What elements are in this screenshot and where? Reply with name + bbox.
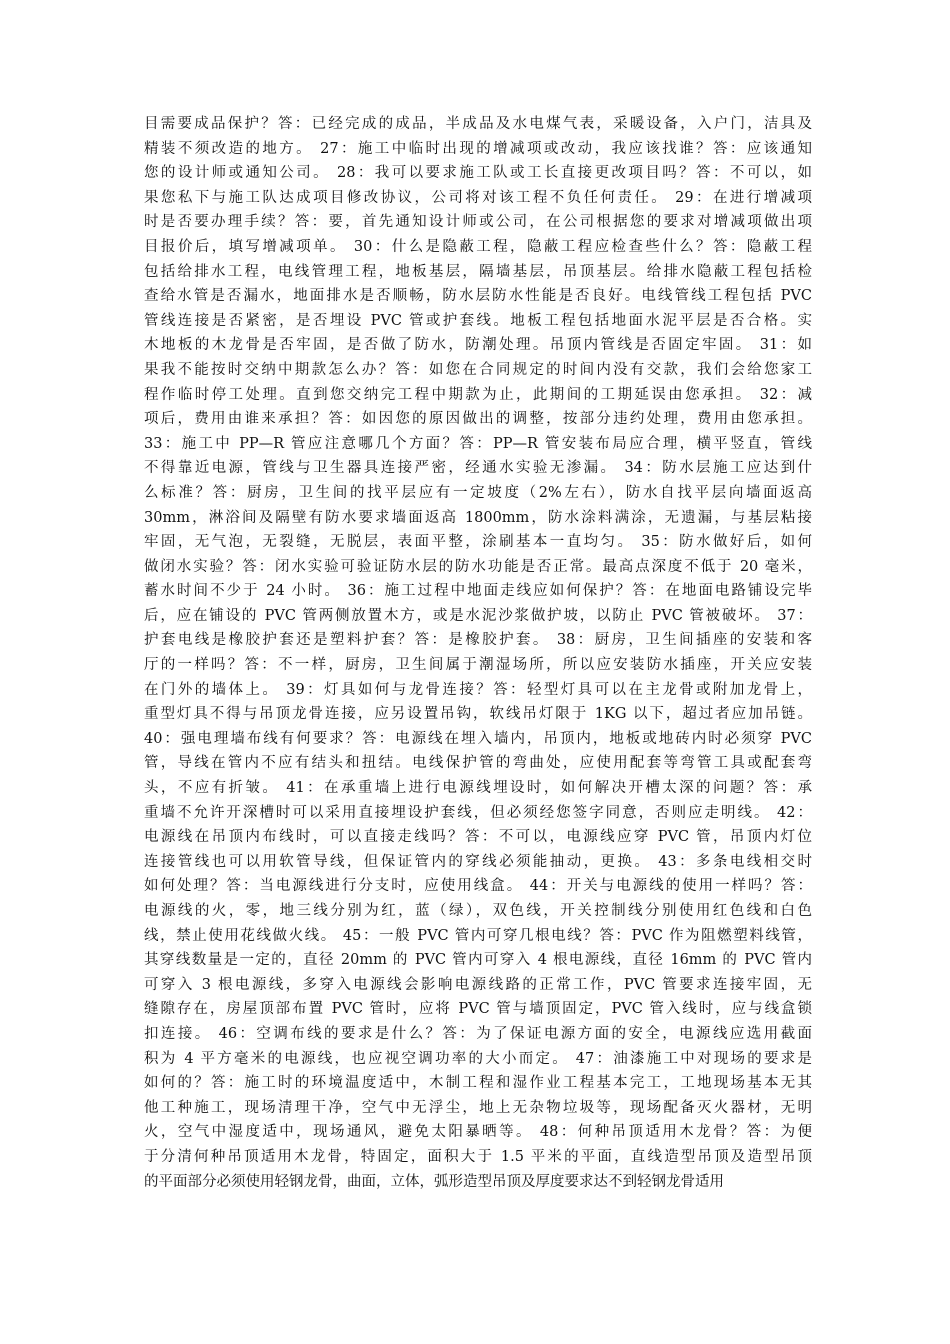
- text-line: 管线连接是否紧密，是否埋设 PVC 管或护套线。地板工程包括地面水泥平层是否合格。实: [144, 312, 812, 329]
- text-line: 30mm，淋浴间及隔壁有防水要求墙面返高 1800mm，防水涂料满涂，无遗漏，与基层粘接: [144, 509, 812, 526]
- text-line: 项后，费用由谁来承担？答：如因您的原因做出的调整，按部分违约处理，费用由您承担。: [144, 411, 812, 428]
- text-line: 的平面部分必须使用轻钢龙骨，曲面，立体，弧形造型吊顶及厚度要求达不到轻钢龙骨适用: [144, 1173, 724, 1190]
- text-line: 木地板的木龙骨是否牢固，是否做了防水，防潮处理。吊顶内管线是否固定牢固。 31：如: [144, 337, 812, 354]
- text-line: 厅的一样吗？答：不一样，厨房，卫生间属于潮湿场所，所以应安装防水插座，开关应安装: [144, 657, 812, 674]
- text-line: 包括给排水工程，电线管理工程，地板基层，隔墙基层，吊顶基层。给排水隐蔽工程包括检: [144, 263, 812, 280]
- text-line: 果我不能按时交纳中期款怎么办？答：如您在合同规定的时间内没有交款，我们会给您家工: [144, 361, 812, 378]
- text-line: 么标准？答：厨房，卫生间的找平层应有一定坡度（2%左右），防水自找平层向墙面返高: [144, 484, 812, 501]
- text-line: 不得靠近电源，管线与卫生器具连接严密，经通水实验无渗漏。 34：防水层施工应达到什: [144, 460, 812, 477]
- text-line: 线，禁止使用花线做火线。 45：一般 PVC 管内可穿几根电线？答：PVC 作为阻燃塑料线管，: [144, 927, 812, 944]
- text-line: 后，应在铺设的 PVC 管两侧放置木方，或是水泥沙浆做护坡，以防止 PVC 管被破坏。 37：: [144, 607, 812, 624]
- text-line: 他工种施工，现场清理干净，空气中无浮尘，地上无杂物垃圾等，现场配备灭火器材，无明: [144, 1099, 812, 1116]
- text-line: 程作临时停工处理。直到您交纳完工程中期款为止，此期间的工期延误由您承担。 32：减: [144, 386, 812, 403]
- text-line: 管，导线在管内不应有结头和扭结。电线保护管的弯曲处，应使用配套等弯管工具或配套弯: [144, 755, 812, 772]
- text-line: 时是否要办理手续？答：要，首先通知设计师或公司，在公司根据您的要求对增减项做出项: [144, 214, 812, 231]
- text-line: 目报价后，填写增减项单。 30：什么是隐蔽工程，隐蔽工程应检查些什么？答：隐蔽工程: [144, 238, 812, 255]
- text-line: 在门外的墙体上。 39：灯具如何与龙骨连接？答：轻型灯具可以在主龙骨或附加龙骨上，: [144, 681, 812, 698]
- text-line: 33：施工中 PP—R 管应注意哪几个方面？答：PP—R 管安装布局应合理，横平竖直，管线: [144, 435, 812, 452]
- text-line: 精装不须改造的地方。 27：施工中临时出现的增减项或改动，我应该找谁？答：应该通知: [144, 140, 812, 157]
- text-line: 如何处理？答：当电源线进行分支时，应使用线盒。 44：开关与电源线的使用一样吗？答：: [144, 878, 812, 895]
- text-line: 积为 4 平方毫米的电源线，也应视空调功率的大小而定。 47：油漆施工中对现场的要求是: [144, 1050, 812, 1067]
- text-line: 牢固，无气泡，无裂缝，无脱层，表面平整，涂刷基本一直均匀。 35：防水做好后，如何: [144, 534, 812, 551]
- text-line: 蓄水时间不少于 24 小时。 36：施工过程中地面走线应如何保护？答：在地面电路铺设完毕: [144, 583, 812, 600]
- text-line: 果您私下与施工队达成项目修改协议，公司将对该工程不负任何责任。 29：在进行增减项: [144, 189, 812, 206]
- text-line: 连接管线也可以用软管导线，但保证管内的穿线必须能抽动，更换。 43：多条电线相交时: [144, 853, 812, 870]
- text-line: 其穿线数量是一定的，直径 20mm 的 PVC 管内可穿入 4 根电源线，直径 16mm 的 PVC 管内: [144, 952, 812, 969]
- text-line: 缝隙存在，房屋顶部布置 PVC 管时，应将 PVC 管与墙顶固定，PVC 管入线时，应与线盒锁: [144, 1001, 812, 1018]
- text-line: 护套电线是橡胶护套还是塑料护套？答：是橡胶护套。 38：厨房，卫生间插座的安装和客: [144, 632, 812, 649]
- text-line: 目需要成品保护？答：已经完成的成品，半成品及水电煤气表，采暖设备，入户门，洁具及: [144, 116, 812, 132]
- text-line: 查给水管是否漏水，地面排水是否顺畅，防水层防水性能是否良好。电线管线工程包括 PVC: [144, 288, 812, 305]
- text-line: 扣连接。 46：空调布线的要求是什么？答：为了保证电源方面的安全，电源线应选用截面: [144, 1025, 812, 1042]
- text-line: 火，空气中湿度适中，现场通风，避免太阳暴晒等。 48：何种吊顶适用木龙骨？答：为便: [144, 1124, 812, 1141]
- text-line: 40：强电理墙布线有何要求？答：电源线在埋入墙内，吊顶内，地板或地砖内时必须穿 PVC: [144, 730, 812, 747]
- text-line: 如何的？答：施工时的环境温度适中，木制工程和湿作业工程基本完工，工地现场基本无其: [144, 1075, 812, 1092]
- text-line: 做闭水实验？答：闭水实验可验证防水层的防水功能是否正常。最高点深度不低于 20 毫米，: [144, 558, 812, 575]
- text-line: 重型灯具不得与吊顶龙骨连接，应另设置吊钩，软线吊灯限于 1KG 以下，超过者应加吊链。: [144, 706, 812, 723]
- text-line: 头，不应有折皱。 41：在承重墙上进行电源线埋设时，如何解决开槽太深的问题？答：承: [144, 780, 812, 797]
- text-line: 于分清何种吊顶适用木龙骨，特固定，面积大于 1.5 平米的平面，直线造型吊顶及造型吊顶: [144, 1148, 812, 1165]
- body-text: [144, 112, 812, 1194]
- text-line: 您的设计师或通知公司。 28：我可以要求施工队或工长直接更改项目吗？答：不可以，如: [144, 165, 812, 182]
- text-line: 可穿入 3 根电源线，多穿入电源线会影响电源线路的正常工作，PVC 管要求连接牢固，无: [144, 976, 812, 993]
- text-line: 重墙不允许开深槽时可以采用直接埋设护套线，但必须经您签字同意，否则应走明线。 42：: [144, 804, 812, 821]
- text-line: 电源线在吊顶内布线时，可以直接走线吗？答：不可以，电源线应穿 PVC 管，吊顶内灯位: [144, 829, 812, 846]
- text-line: 电源线的火，零，地三线分别为红，蓝（绿），双色线，开关控制线分别使用红色线和白色: [144, 903, 812, 919]
